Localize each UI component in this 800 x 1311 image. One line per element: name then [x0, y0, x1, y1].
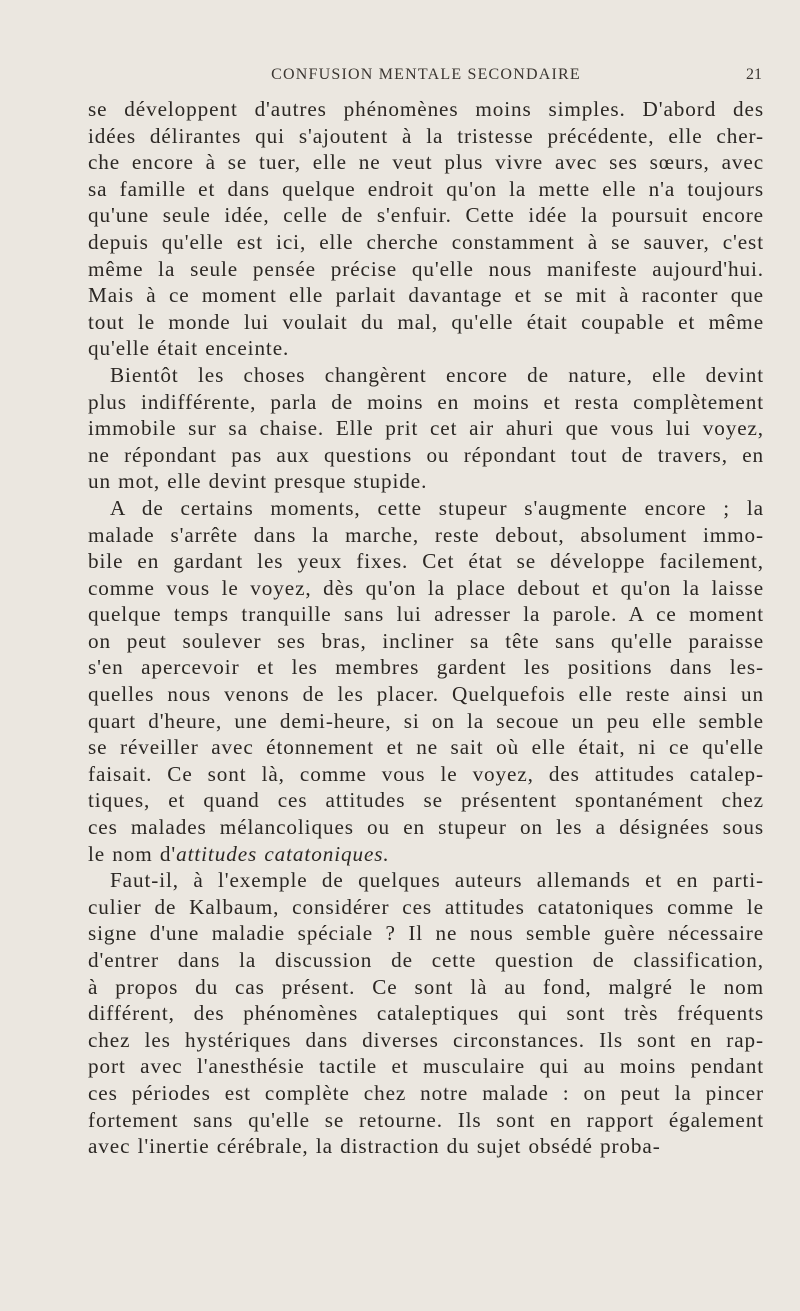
- text-line-content: depuis qu'elle est ici, elle cherche constamment à se sauver, c'est: [88, 229, 764, 254]
- text-line-content: malade s'arrête dans la marche, reste debout, absolument immo-: [88, 522, 764, 547]
- text-line: [88, 415, 764, 442]
- text-line: [88, 123, 764, 150]
- text-line: [88, 176, 764, 203]
- text-line: [88, 734, 764, 761]
- text-line-content: Bientôt les choses changèrent encore de nature, elle devint: [110, 362, 764, 387]
- text-line: [88, 841, 764, 868]
- text-line-content: signe d'une maladie spéciale ? Il ne nous semble guère nécessaire: [88, 921, 764, 946]
- text-line: [88, 575, 764, 602]
- text-line-content: tout le monde lui voulait du mal, qu'elle était coupable et même: [88, 309, 764, 334]
- italic-term: attitudes catatoniques.: [176, 841, 390, 866]
- text-line-content: se réveiller avec étonnement et ne sait où elle était, ni ce qu'elle: [88, 735, 764, 760]
- text-line: [88, 362, 764, 389]
- text-line: [88, 787, 764, 814]
- text-line-content: quart d'heure, une demi-heure, si on la secoue un peu elle semble: [88, 708, 764, 733]
- text-line-content: un mot, elle devint presque stupide.: [88, 469, 428, 494]
- text-line: [88, 974, 764, 1001]
- text-line-content: s'en apercevoir et les membres gardent les positions dans les-: [88, 655, 764, 680]
- text-line: [88, 628, 764, 655]
- text-line-content: Mais à ce moment elle parlait davantage et se mit à raconter que: [88, 283, 764, 308]
- text-line: [88, 202, 764, 229]
- text-line: [88, 1000, 764, 1027]
- text-line-content: à propos du cas présent. Ce sont là au fond, malgré le nom: [88, 974, 764, 999]
- text-line: [88, 947, 764, 974]
- text-line: [88, 708, 764, 735]
- text-line-content: d'entrer dans la discussion de cette question de classification,: [88, 948, 764, 972]
- text-line: [88, 282, 764, 309]
- text-line-content: bile en gardant les yeux fixes. Cet état se développe facilement,: [88, 549, 764, 574]
- text-line: [88, 867, 764, 894]
- text-line-content: différent, des phénomènes cataleptiques qui sont très fréquents: [88, 1001, 764, 1026]
- text-line-content: quelles nous venons de les placer. Quelquefois elle reste ainsi un: [88, 682, 764, 707]
- body-text: [88, 96, 764, 1160]
- text-line-content: chez les hystériques dans diverses circonstances. Ils sont en rap-: [88, 1027, 764, 1052]
- text-line: [88, 442, 764, 469]
- running-title: CONFUSION MENTALE SECONDAIRE: [271, 66, 581, 83]
- text-line: [88, 894, 764, 921]
- text-line-content: faisait. Ce sont là, comme vous le voyez, des attitudes catalep-: [88, 761, 764, 786]
- text-line-content: ne répondant pas aux questions ou répondant tout de travers, en: [88, 442, 764, 467]
- text-line: [88, 548, 764, 575]
- text-line: [88, 389, 764, 416]
- text-line-content: même la seule pensée précise qu'elle nous manifeste aujourd'hui.: [88, 256, 764, 281]
- text-line-content: A de certains moments, cette stupeur s'augmente encore ; la: [110, 495, 764, 520]
- text-line: [88, 96, 764, 123]
- text-line-content: comme vous le voyez, dès qu'on la place debout et qu'on la laisse: [88, 575, 764, 600]
- text-line-content: qu'elle était enceinte.: [88, 336, 290, 361]
- text-line: [88, 681, 764, 708]
- text-line-content: plus indifférente, parla de moins en moins et resta complètement: [88, 389, 764, 414]
- text-line-content: se développent d'autres phénomènes moins simples. D'abord des: [88, 97, 764, 121]
- text-line: [88, 1053, 764, 1080]
- text-line: [88, 761, 764, 788]
- text-line-content: ces périodes est complète chez notre malade : on peut la pincer: [88, 1080, 764, 1105]
- text-line: [88, 1133, 764, 1160]
- text-line: [88, 468, 764, 495]
- text-line: [88, 309, 764, 336]
- text-line-content: immobile sur sa chaise. Elle prit cet air ahuri que vous lui voyez,: [88, 416, 764, 441]
- text-line-content: on peut soulever ses bras, incliner sa tête sans qu'elle paraisse: [88, 628, 764, 653]
- text-line: [88, 601, 764, 628]
- text-line: [88, 1027, 764, 1054]
- text-line-content: sa famille et dans quelque endroit qu'on la mette elle n'a toujours: [88, 176, 764, 201]
- text-line-content: che encore à se tuer, elle ne veut plus vivre avec ses sœurs, avec: [88, 150, 764, 175]
- text-line: [88, 814, 764, 841]
- running-head: [86, 66, 766, 88]
- text-line: [88, 149, 764, 176]
- text-line-content: port avec l'anesthésie tactile et musculaire qui au moins pendant: [88, 1054, 764, 1079]
- text-line-content: tiques, et quand ces attitudes se présentent spontanément chez: [88, 788, 764, 813]
- text-line: [88, 654, 764, 681]
- text-line-content: idées délirantes qui s'ajoutent à la tristesse précédente, elle cher-: [88, 123, 764, 148]
- text-line: [88, 335, 764, 362]
- text-line-content: culier de Kalbaum, considérer ces attitudes catatoniques comme le: [88, 894, 764, 919]
- text-line: [88, 522, 764, 549]
- text-line-content: le nom d': [88, 841, 177, 866]
- text-line: [88, 495, 764, 522]
- page-number: 21: [746, 66, 762, 83]
- text-line-content: qu'une seule idée, celle de s'enfuir. Cette idée la poursuit encore: [88, 203, 764, 228]
- text-line-content: avec l'inertie cérébrale, la distraction du sujet obsédé proba-: [88, 1134, 661, 1159]
- text-line: [88, 1080, 764, 1107]
- text-line: [88, 920, 764, 947]
- text-line: [88, 229, 764, 256]
- text-line-content: fortement sans qu'elle se retourne. Ils sont en rapport également: [88, 1107, 764, 1132]
- text-line-content: Faut-il, à l'exemple de quelques auteurs allemands et en parti-: [110, 868, 764, 893]
- text-line-content: ces malades mélancoliques ou en stupeur on les a désignées sous: [88, 815, 764, 840]
- text-line: [88, 1107, 764, 1134]
- text-line-content: quelque temps tranquille sans lui adresser la parole. A ce moment: [88, 602, 764, 627]
- text-line: [88, 256, 764, 283]
